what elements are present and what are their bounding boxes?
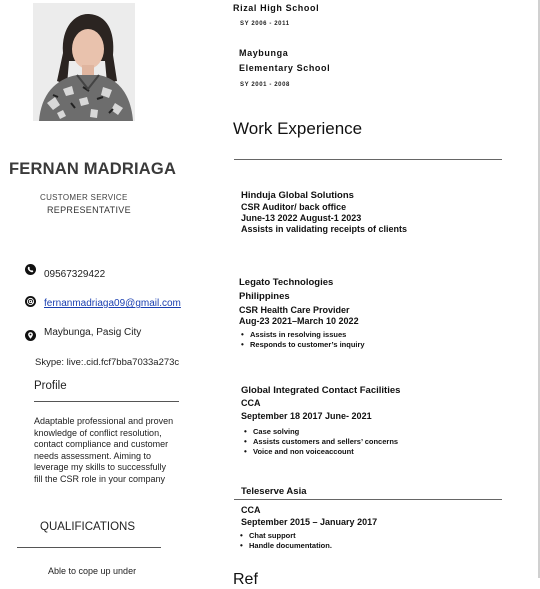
profile-photo-image: [33, 3, 135, 121]
qualifications-section-title: QUALIFICATIONS: [40, 521, 135, 533]
qualifications-first-line: Able to cope up under: [48, 566, 137, 576]
list-item: • Voice and non voiceaccount: [253, 447, 521, 457]
education-school-2-line2: Elementary School: [239, 63, 331, 73]
job-entry-legato: [239, 277, 519, 350]
job-position: CSR Auditor/ back office: [241, 201, 347, 212]
job-dates: June-13 2022 August-1 2023: [241, 212, 362, 223]
job-company-teleserve: Teleserve Asia: [241, 486, 307, 497]
job-company: Global Integrated Contact Facilities: [241, 385, 401, 396]
job-position: CSR Health Care Provider: [239, 305, 350, 315]
job-bullets: [239, 330, 519, 350]
at-icon: [25, 294, 36, 312]
list-item: • Chat support: [249, 531, 521, 541]
profile-divider: [34, 401, 179, 402]
profile-section-title: Profile: [34, 380, 67, 392]
job-detail: Assists in validating receipts of clients: [241, 223, 408, 234]
skype-id: Skype: live:.cid.fcf7bba7033a273c: [35, 357, 180, 368]
education-period-1: SY 2006 - 2011: [240, 21, 290, 27]
email-link[interactable]: fernanmadriaga09@gmail.com: [44, 298, 181, 309]
job-bullets: [241, 427, 521, 457]
education-school-1: Rizal High School: [233, 3, 320, 13]
education-period-2: SY 2001 - 2008: [240, 82, 290, 88]
job-position: CCA: [241, 505, 261, 515]
address: Maybunga, Pasig City: [44, 327, 142, 338]
qualifications-divider: [17, 547, 161, 548]
job-dates: Aug-23 2021–March 10 2022: [239, 316, 359, 326]
list-item: • Assists customers and sellers’ concerns: [253, 437, 521, 447]
profile-photo: [33, 3, 135, 121]
profile-summary: Adaptable professional and proven knowledge of conflict resolution, contact compliance and customer needs assessment. Aiming to leverage my skills to successfully fill the CSR role in your company: [34, 416, 174, 484]
phone-number: 09567329422: [44, 269, 106, 280]
role-line-1: CUSTOMER SERVICE: [40, 193, 128, 202]
list-item: • Assists in resolving issues: [250, 330, 519, 340]
references-title-cut: Ref: [233, 571, 258, 588]
candidate-name: FERNAN MADRIAGA: [9, 160, 177, 178]
work-experience-title: Work Experience: [233, 119, 363, 138]
list-item: • Responds to customer’s inquiry: [250, 340, 519, 350]
job-bullets: [241, 531, 521, 551]
phone-icon: [25, 262, 36, 280]
teleserve-divider: [234, 499, 502, 500]
job-company-line2: Philippines: [239, 290, 290, 302]
job-company: Legato Technologies: [239, 277, 334, 288]
job-entry-teleserve: [241, 505, 521, 551]
job-entry-global-integrated: [241, 385, 521, 457]
work-experience-divider: [234, 159, 502, 160]
job-dates: September 18 2017 June- 2021: [241, 410, 372, 421]
role-line-2: REPRESENTATIVE: [47, 205, 131, 215]
job-dates: September 2015 – January 2017: [241, 517, 378, 527]
education-school-2-line1: Maybunga: [239, 48, 289, 58]
location-pin-icon: [25, 328, 36, 346]
list-item: • Handle documentation.: [249, 541, 521, 551]
job-entry-hinduja: [241, 190, 521, 235]
list-item: • Case solving: [253, 427, 521, 437]
job-company: Hinduja Global Solutions: [241, 190, 354, 201]
job-position: CCA: [241, 397, 261, 408]
